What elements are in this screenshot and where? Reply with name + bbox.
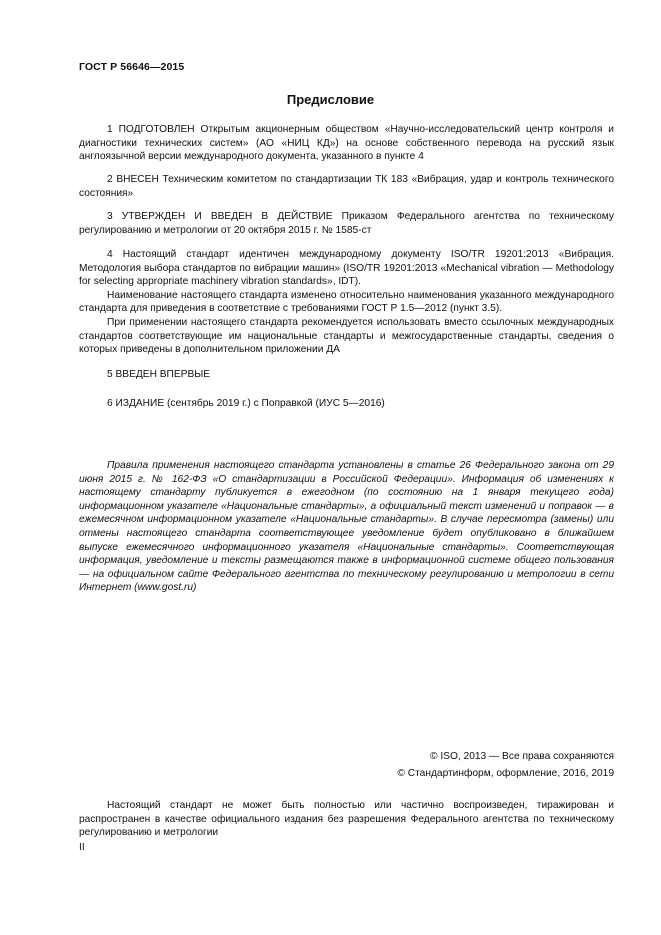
rules-notice: [79, 459, 614, 595]
section-5-text: 5 ВВЕДЕН ВПЕРВЫЕ: [107, 369, 211, 380]
reproduction-notice: [79, 799, 614, 840]
section-4-paragraph-2: Наименование настоящего стандарта изменено относительно наименования указанного международного стандарта для приведения в соответствие с требованиями ГОСТ Р 1.5—2012 (пункт 3.5).: [79, 289, 614, 315]
section-2: [79, 173, 614, 200]
section-3: [79, 210, 614, 237]
section-4: [79, 248, 614, 357]
page-number: II: [79, 842, 85, 853]
standard-code: ГОСТ Р 56646—2015: [79, 61, 185, 73]
rules-notice-text: Правила применения настоящего стандарта установлены в статье 26 Федерального закона от 29 июня 2015 г. № 162-ФЗ «О стандартизации в Российской Федерации». Информация об изменениях к настоящему стандарту публикуется в ежегодном (по состоянию на 1 января текущего года) информационном указателе «Национальные стандарты», а официальный текст изменений и поправок — в ежемесячном информационном указателе «Национальные стандарты». В случае пересмотра (замены) или отмены настоящего стандарта соответствующее уведомление будет опубликовано в ближайшем выпуске ежемесячного информационного указателя «Национальные стандарты». Соответствующая информация, уведомление и тексты размещаются также в информационной системе общего пользования — на официальном сайте Федерального агентства по техническому регулированию и метрологии в сети Интернет (www.gost.ru): [79, 460, 614, 594]
copyright-iso: © ISO, 2013 — Все права сохраняются: [430, 751, 614, 762]
section-1-text: 1 ПОДГОТОВЛЕН Открытым акционерным обществом «Научно-исследовательский центр контроля и диагностики технических систем» (АО «НИЦ КД») на основе собственного перевода на русский язык англоязычной версии международного документа, указанного в пункте 4: [79, 124, 614, 163]
section-1: [79, 123, 614, 164]
section-4-paragraph-3: При применении настоящего стандарта рекомендуется использовать вместо ссылочных международных стандартов соответствующие им национальные стандарты и межгосударственные стандарты, сведения о которых приведены в дополнительном приложении ДА: [79, 316, 614, 356]
section-6: [79, 397, 614, 411]
section-4-paragraph-1: 4 Настоящий стандарт идентичен международному документу ISO/TR 19201:2013 «Вибрация. Методология выбора стандартов по вибрации машин» (ISO/TR 19201:2013 «Mechanical vibration — Methodology for selecting appropriate machinery vibration standards», IDT).: [79, 249, 614, 288]
section-3-text: 3 УТВЕРЖДЕН И ВВЕДЕН В ДЕЙСТВИЕ Приказом Федерального агентства по техническому регулированию и метрологии от 20 октября 2015 г. № 1585-ст: [79, 211, 614, 236]
page-title: Предисловие: [286, 92, 375, 107]
section-2-text: 2 ВНЕСЕН Техническим комитетом по стандартизации ТК 183 «Вибрация, удар и контроль технического состояния»: [79, 174, 614, 199]
section-6-text: 6 ИЗДАНИЕ (сентябрь 2019 г.) с Поправкой (ИУС 5—2016): [107, 398, 385, 409]
section-5: [79, 368, 614, 382]
copyright-standartinform: © Стандартинформ, оформление, 2016, 2019: [397, 768, 614, 779]
reproduction-notice-text: Настоящий стандарт не может быть полностью или частично воспроизведен, тиражирован и распространен в качестве официального издания без разрешения Федерального агентства по техническому регулированию и метрологии: [79, 800, 614, 839]
